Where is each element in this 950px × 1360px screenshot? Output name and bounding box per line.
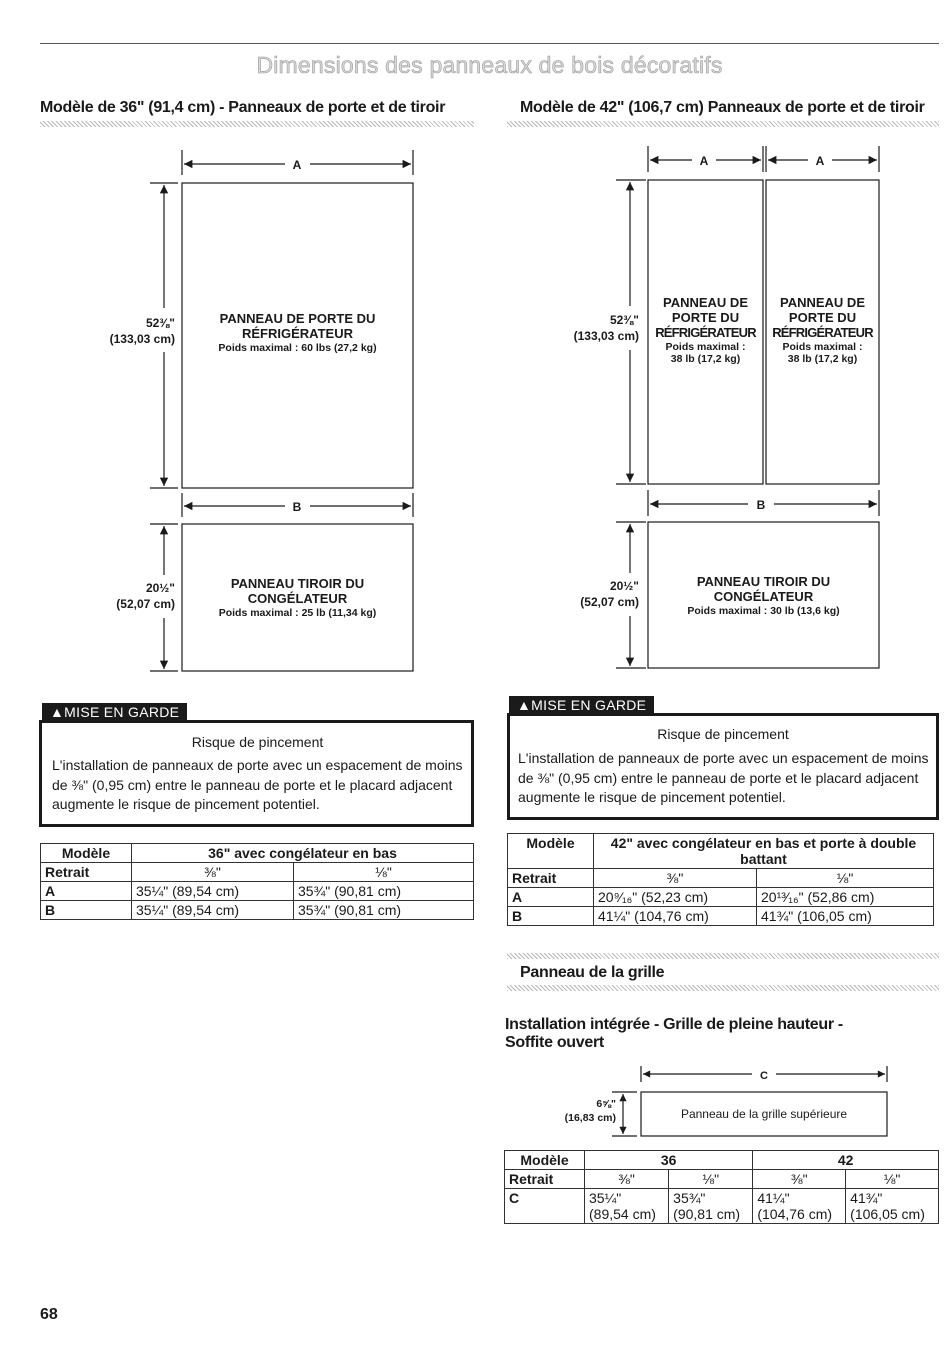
table-cell: Modèle [508, 834, 594, 869]
left-warning-label: ▲MISE EN GARDE [42, 703, 187, 721]
table-cell: Modèle [41, 844, 132, 863]
grille-panel-label: Panneau de la grille supérieure [680, 1107, 848, 1121]
left-warning-title: Risque de pincement [191, 734, 324, 750]
table-cell: Retrait [41, 863, 132, 882]
table-cell: A [41, 882, 132, 901]
table-cell: ⅜" [132, 863, 294, 882]
right-door-panel-right-label: PANNEAU DE PORTE DU RÉFRIGÉRATEUR Poids maximal : 38 lb (17,2 kg) [772, 295, 873, 365]
left-drawer-height: 20½" (52,07 cm) [116, 581, 175, 611]
table-row [508, 888, 934, 907]
table-cell: ⅛" [669, 1170, 753, 1189]
right-door-panel-left-label: PANNEAU DE PORTE DU RÉFRIGÉRATEUR Poids maximal : 38 lb (17,2 kg) [655, 295, 756, 365]
table-cell: 36" avec congélateur en bas [132, 844, 474, 863]
table-cell: A [508, 888, 594, 907]
right-section-title: Modèle de 42" (106,7 cm) Panneaux de porte et de tiroir [520, 99, 925, 116]
left-dim-b-label: B [292, 500, 302, 514]
right-warning-label: ▲MISE EN GARDE [509, 696, 654, 714]
left-warning-body: L'installation de panneaux de porte avec un espacement de moins de ⅜" (0,95 cm) entre le panneau de porte et le placard adjacent augmente le risque de pincement potentiel. [52, 757, 463, 813]
table-cell: 35¼" (89,54 cm) [585, 1189, 669, 1224]
left-dim-a-label: A [292, 158, 302, 172]
table-cell: ⅛" [757, 869, 934, 888]
table-cell: ⅜" [753, 1170, 846, 1189]
right-spec-table [507, 833, 934, 926]
table-row [505, 1189, 939, 1224]
page-number: 68 [40, 1306, 58, 1323]
table-row [41, 901, 474, 920]
table-cell: ⅛" [294, 863, 474, 882]
right-section-rule [507, 121, 939, 127]
right-door-height: 52⅜" (133,03 cm) [573, 313, 639, 343]
table-row [508, 907, 934, 926]
left-section-title: Modèle de 36" (91,4 cm) - Panneaux de porte et de tiroir [40, 99, 446, 116]
grille-height: 6⅝" (16,83 cm) [564, 1098, 616, 1124]
right-drawer-panel-label: PANNEAU TIROIR DU CONGÉLATEUR Poids maximal : 30 lb (13,6 kg) [687, 574, 840, 617]
table-cell: 35¼" (89,54 cm) [132, 882, 294, 901]
table-cell: 35¾" (90,81 cm) [294, 901, 474, 920]
left-drawer-panel-label: PANNEAU TIROIR DU CONGÉLATEUR Poids maximal : 25 lb (11,34 kg) [218, 576, 377, 619]
table-cell: 41¾" (106,05 cm) [846, 1189, 939, 1224]
grille-dim-c-label: C [760, 1070, 768, 1082]
table-cell: 35¾" (90,81 cm) [294, 882, 474, 901]
table-cell: 20¹³⁄₁₆" (52,86 cm) [757, 888, 934, 907]
table-cell: 36 [585, 1151, 753, 1170]
table-cell: B [508, 907, 594, 926]
table-cell: 41¼" (104,76 cm) [594, 907, 757, 926]
table-cell: ⅜" [585, 1170, 669, 1189]
right-dim-a-right-label: A [815, 154, 825, 168]
table-cell: Modèle [505, 1151, 585, 1170]
left-door-height: 52⅜" (133,03 cm) [109, 316, 175, 346]
table-cell: ⅛" [846, 1170, 939, 1189]
table-cell: 35¾" (90,81 cm) [669, 1189, 753, 1224]
grille-top-rule [507, 953, 939, 959]
left-spec-table [40, 843, 474, 920]
table-cell: 41¼" (104,76 cm) [753, 1189, 846, 1224]
table-cell: 42" avec congélateur en bas et porte à double battant [594, 834, 934, 869]
grille-spec-table [504, 1150, 939, 1224]
grille-section-rule [507, 985, 939, 991]
table-cell: ⅜" [594, 869, 757, 888]
grille-subtitle: Installation intégrée - Grille de pleine hauteur - Soffite ouvert [505, 1016, 843, 1052]
left-door-panel-label: PANNEAU DE PORTE DU RÉFRIGÉRATEUR Poids maximal : 60 lbs (27,2 kg) [218, 311, 377, 354]
table-cell: Retrait [508, 869, 594, 888]
right-dim-b-label: B [756, 498, 766, 512]
right-warning-title: Risque de pincement [657, 726, 789, 742]
page-title: Dimensions des panneaux de bois décoratifs [256, 52, 723, 78]
right-warning-body: L'installation de panneaux de porte avec un espacement de moins de ⅜" (0,95 cm) entre le panneau de porte et le placard adjacent augmente le risque de pincement potentiel. [518, 750, 929, 806]
table-row [41, 882, 474, 901]
table-cell: 35¼" (89,54 cm) [132, 901, 294, 920]
table-cell: Retrait [505, 1170, 585, 1189]
table-cell: B [41, 901, 132, 920]
table-cell: 41¾" (106,05 cm) [757, 907, 934, 926]
table-cell: C [505, 1189, 585, 1224]
grille-section-title: Panneau de la grille [520, 964, 665, 981]
table-cell: 20⁹⁄₁₆" (52,23 cm) [594, 888, 757, 907]
table-cell: 42 [753, 1151, 939, 1170]
right-dim-a-left-label: A [699, 154, 709, 168]
right-drawer-height: 20½" (52,07 cm) [580, 579, 639, 609]
